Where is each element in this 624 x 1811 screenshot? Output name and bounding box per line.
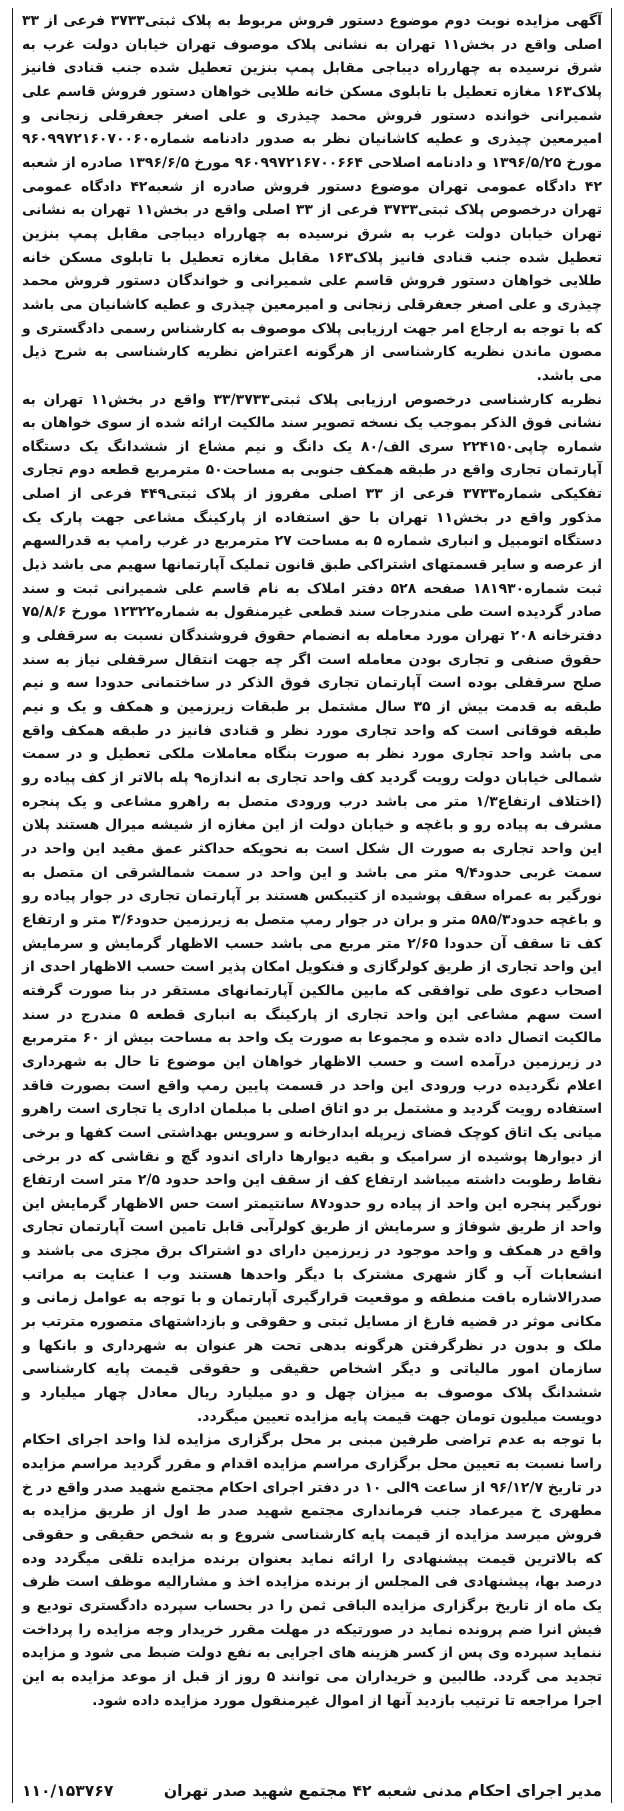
auction-notice (22, 10, 602, 1713)
notice-footer (22, 1778, 602, 1804)
footer-code: ۱۱۰/۱۵۳۷۶۷ (22, 1782, 114, 1800)
footer-signature: مدیر اجرای احکام مدنی شعبه ۴۲ مجتمع شهید صدر تهران (163, 1782, 602, 1800)
notice-paragraph-intro: آگهی مزایده نوبت دوم موضوع دستور فروش مربوط به پلاک ثبتی۳۷۳۳ فرعی از ۳۳ اصلی واقع در بخش۱۱ تهران به نشانی پلاک موصوف تهران خیابان دولت غرب به شرق نرسیده به چهارراه دیباجی مقابل پمپ بنزین تعطیل شده جنب قنادی فانیز پلاک۱۶۳ مغازه تعطیل با تابلوی مسکن خانه طلایی خواهان دستور فروش قاسم علی شمیرانی خوانده دستور فروش محمد چیذری و علی اصغر جعفرقلی زنجانی و امیرمعین چیذری و عطیه کاشانیان نظر به صدور دادنامه شماره۹۶۰۹۹۷۲۱۶۰۷۰۰۶۰ مورخ ۱۳۹۶/۵/۲۵ و دادنامه اصلاحی ۹۶۰۹۹۷۲۱۶۷۰۰۶۶۴ مورخ ۱۳۹۶/۶/۵ صادره از شعبه ۴۲ دادگاه عمومی تهران موضوع دستور فروش صادره از شعبه۴۲ دادگاه عمومی تهران درخصوص پلاک ثبتی۳۷۳۳ فرعی از ۳۳ اصلی واقع در بخش۱۱ تهران به نشانی تهران خیابان دولت غرب به شرق نرسیده به چهارراه دیباجی مقابل پمپ بنزین تعطیل شده جنب قنادی فانیز پلاک۱۶۳ مقابل مغازه تعطیل با تابلوی مسکن خانه طلایی خواهان دستور فروش قاسم علی شمیرانی و خواندگان دستور فروش محمد چیذری و علی اصغر جعفرقلی زنجانی و امیرمعین چیذری و عطیه کاشانیان می باشد که با توجه به ارجاع امر جهت ارزیابی پلاک موصوف به کارشناس رسمی دادگستری و مصون ماندن نظریه کارشناسی از هرگونه اعتراض نظریه کارشناسی به شرح ذیل می باشد. (22, 13, 603, 384)
notice-paragraph-auction-terms: با توجه به عدم تراضی طرفین مبنی بر محل برگزاری مزایده لذا واحد اجرای احکام راسا نسبت به تعیین محل برگزاری مراسم مزایده اقدام و مقرر گردید مراسم مزایده در تاریخ ۹۶/۱۲/۷ از ساعت ۹الی ۱۰ در دفتر اجرای احکام مجتمع شهید صدر واقع در خ مطهری خ میرعماد جنب فرمانداری مجتمع شهید صدر ط اول از طریق مزایده به فروش میرسد مزایده از قیمت پایه کارشناسی شروع و به شخص حقیقی و حقوقی که بالاترین قیمت پیشنهادی را ارائه نماید بعنوان برنده مزایده تلقی میگردد وده درصد بها، پیشنهادی فی المجلس از برنده مزایده اخذ و مشارالیه موظف است ظرف یک ماه از تاریخ برگزاری مزایده الباقی ثمن را در بحساب سپرده دادگستری تودیع و فیش انرا ضم پرونده نماید در صورتیکه در مهلت مقرر خریدار وجه مزایده را پرداخت ننماید سپرده وی پس از کسر هزینه های اجرایی به نفع دولت ضبط می شود و مزایده تجدید می گردد. طالبین و خریداران می توانند ۵ روز از قبل از موعد مزایده به این اجرا مراجعه تا ترتیب بازدید آنها از اموال غیرمنقول مورد مزایده داده شود. (22, 1432, 602, 1709)
notice-paragraph-appraisal: نظریه کارشناسی درخصوص ارزیابی پلاک ثبتی۳۳/۳۷۳۳ واقع در بخش۱۱ تهران به نشانی فوق الذکر بموجب یک نسخه تصویر سند مالکیت ارائه شده از سوی خواهان به شماره چاپی۲۲۴۱۵۰ سری الف/۸۰ یک دانگ و نیم مشاع از ششدانگ یک دستگاه آپارتمان تجاری واقع در طبقه همکف جنوبی به مساحت۵۰ مترمربع قطعه دوم تجاری تفکیکی شماره۳۷۳۳ فرعی از ۳۳ اصلی مفروز از پلاک ثبتی۴۴۹ فرعی از اصلی مذکور واقع در بخش۱۱ تهران با حق استفاده از پارکینگ مشاعی جهت پارک یک دستگاه اتومبیل و انباری شماره ۵ به مساحت ۲۷ مترمربع در غرب رامپ به قدرالسهم از عرصه و سایر قسمتهای اشتراکی طبق قانون تملیک آپارتمانها سهیم می باشد ذیل ثبت شماره۱۸۱۹۳۰ صفحه ۵۲۸ دفتر املاک به نام قاسم علی شمیرانی ثبت و سند صادر گردیده است طی مندرجات سند قطعی غیرمنقول به شماره۱۲۳۲۲ مورخ ۷۵/۸/۶ دفترخانه ۲۰۸ تهران مورد معامله به انضمام حقوق فروشندگان نسبت به سرقفلی و حقوق صنفی و تجاری بودن معامله است اگر چه جهت انتقال سرقفلی نیاز به سند صلح سرقفلی بوده است آپارتمان تجاری فوق الذکر در ساختمانی حدودا سه و نیم طبقه به قدمت بیش از ۳۵ سال مشتمل بر طبقات زیرزمین و همکف و یک و نیم طبقه فوقانی است که واحد تجاری مورد نظر و قنادی فانیز در طبقه همکف واقع می باشد واحد تجاری مورد نظر به صورت بنگاه معاملات ملکی تعطیل و در سمت شمالی خیابان دولت رویت گردید کف واحد تجاری به اندازه۹ پله بالاتر از کف پیاده رو (اختلاف ارتفاع۱/۳ متر می باشد درب ورودی متصل به راهرو مشاعی و یک پنجره مشرف به پیاده رو و باغچه و خیابان دولت از این مغازه از شیشه میرال هستند پلان این واحد تجاری به صورت ال شکل است به نحویکه حداکثر عمق مفید این واحد در سمت غربی حدود۹/۴ متر می باشد و این واحد در سمت شمالشرقی ان متصل به نورگیر به عمراه سقف پوشیده از کتیبکس هستند بر آپارتمان تجاری در جوار پیاده رو و باغچه حدود۵۸۵/۳ متر و بران در جوار رمپ متصل به زیرزمین حدود۳/۶ متر و ارتفاع کف تا سقف آن حدودا ۲/۶۵ متر مربع می باشد حسب الاظهار گرمایش و سرمایش این واحد تجاری از طریق کولرگازی و فنکویل امکان پذیر است حسب الاظهار احدی از اصحاب دعوی طی توافقی که مابین مالکین آپارتمانهای مستقر در بنا صورت گرفته است سهم مشاعی این واحد تجاری از پارکینگ به انباری قطعه ۵ مندرج در سند مالکیت اتصال داده شده و مجموعا به صورت یک واحد به مساحت بیش از ۶۰ مترمربع در زیرزمین درآمده است و حسب الاظهار خواهان این موضوع تا حال به شهرداری اعلام نگردیده درب ورودی این واحد در قسمت پایین رمپ واقع است بصورت فاقد استفاده رویت گردید و مشتمل بر دو اتاق اصلی با مبلمان اداری یا تجاری است راهرو میانی یک اتاق کوچک فضای زیرپله ابدارخانه و سرویس بهداشتی است کفها و برخی از دیوارها پوشیده از سرامیک و بقیه دیوارها دارای اندود گچ و نقاشی که در برخی نقاط رطوبت داشته میباشد ارتفاع کف از سقف این واحد حدود ۲/۵ متر است ارتفاع نورگیر پنجره این واحد از پیاده رو حدود۸۷ سانتیمتر است حس الاظهار گرمایش این واحد از طریق شوفاژ و سرمایش از طریق کولرآبی قابل تامین است آپارتمان تجاری واقع در همکف و واحد موجود در زیرزمین دارای دو اشتراک برق مجزی می باشند و انشعابات آب و گاز شهری مشترک با دیگر واحدها هستند وب ا عنایت به مراتب صدرالاشاره بافت منطقه و موقعیت قرارگیری آپارتمان و با توجه به عوامل زمانی و مکانی موثر در قضیه فارغ از مسایل ثبتی و حقوقی و بازداشتهای متصوره مترتب بر ملک و بدون در نظرگرفتن هرگونه بدهی تحت هر عنوان به شهرداری و بانکها و سازمان امور مالیاتی و دیگر اشخاص حقیقی و حقوقی قیمت پایه کارشناسی ششدانگ پلاک موصوف به میزان چهل و دو میلیارد ریال معادل چهار میلیارد و دویست میلیون تومان جهت قیمت پایه مزایده تعیین میگردد. (22, 391, 603, 1425)
